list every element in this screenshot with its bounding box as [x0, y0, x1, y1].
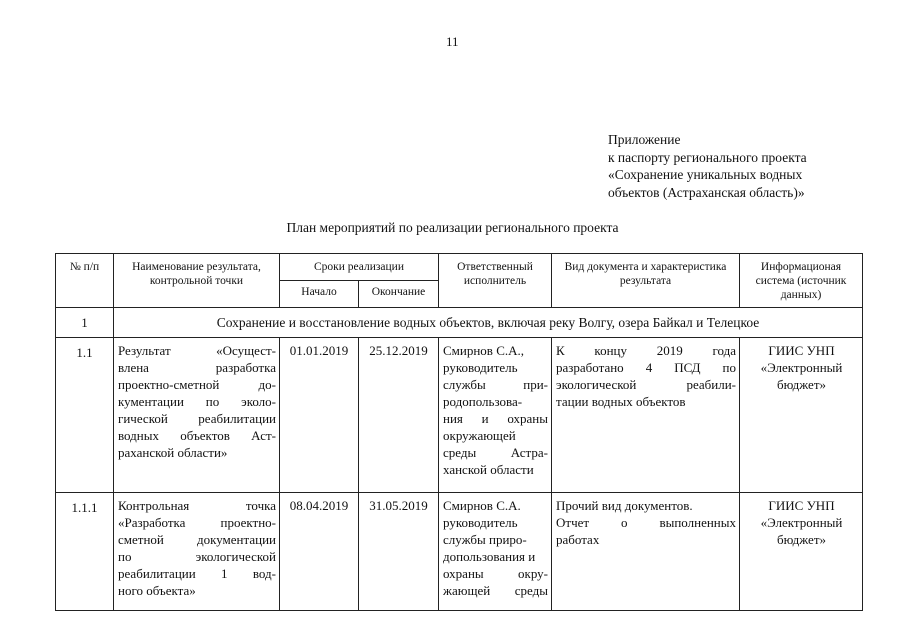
row-name: Результат «Осущест- влена разработка проектно-сметной до- кументации по эколо- гической реабилитации водных объектов Аст- раханской области»	[114, 338, 280, 493]
header-info-system: Информационая система (источник данных)	[740, 254, 863, 308]
row-num: 1.1	[56, 338, 114, 493]
table-row	[56, 338, 863, 493]
header-dates: Сроки реализации	[280, 254, 439, 281]
row-responsible: Смирнов С.А. руководитель службы приро- допользования и охраны окру- жающей среды	[439, 493, 552, 611]
row-document: К концу 2019 года разработано 4 ПСД по экологической реабили- тации водных объектов	[552, 338, 740, 493]
page-number: 11	[446, 34, 459, 49]
plan-title: План мероприятий по реализации регионального проекта	[286, 220, 619, 235]
plan-table	[55, 253, 862, 611]
header-name: Наименование результата, контрольной точки	[114, 254, 280, 308]
appendix-line: объектов (Астраханская область)»	[608, 184, 805, 200]
row-document: Прочий вид документов. Отчет о выполненных работах	[552, 493, 740, 611]
appendix-line: Приложение	[608, 132, 681, 147]
row-num: 1.1.1	[56, 493, 114, 611]
row-name: Контрольная точка «Разработка проектно- сметной документации по экологической реабилитации 1 вод- ного объекта»	[114, 493, 280, 611]
row-info-system: ГИИС УНП «Электронный бюджет»	[740, 338, 863, 493]
header-start: Начало	[280, 281, 359, 308]
header-document: Вид документа и характеристика результата	[552, 254, 740, 308]
row-end: 25.12.2019	[359, 338, 439, 493]
section-title: Сохранение и восстановление водных объектов, включая реку Волгу, озера Байкал и Телецкое	[114, 308, 863, 338]
appendix-line: «Сохранение уникальных водных	[608, 167, 803, 182]
row-end: 31.05.2019	[359, 493, 439, 611]
table-row	[56, 493, 863, 611]
appendix-note	[608, 131, 807, 201]
row-info-system: ГИИС УНП «Электронный бюджет»	[740, 493, 863, 611]
header-responsible: Ответственный исполнитель	[439, 254, 552, 308]
appendix-line: к паспорту регионального проекта	[608, 149, 807, 165]
row-responsible: Смирнов С.А., руководитель службы при- родопользова- ния и охраны окружающей среды Астра- ханской области	[439, 338, 552, 493]
section-row	[56, 308, 863, 338]
header-num: № п/п	[56, 254, 114, 308]
section-num: 1	[56, 308, 114, 338]
header-end: Окончание	[359, 281, 439, 308]
row-start: 01.01.2019	[280, 338, 359, 493]
row-start: 08.04.2019	[280, 493, 359, 611]
